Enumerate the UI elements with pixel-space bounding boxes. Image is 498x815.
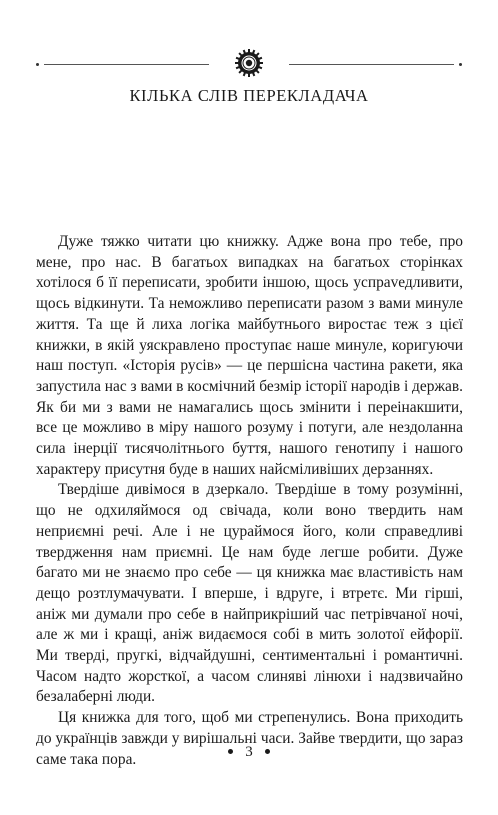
ornament-rule-right bbox=[289, 64, 454, 65]
bullet-icon bbox=[265, 749, 270, 754]
paragraph: Ця книжка для того, щоб ми стрепенулись. Вона приходить до українців завжди у вирішальні часи. Зайве твердити, що зараз саме така пора. bbox=[36, 709, 463, 768]
body-text bbox=[36, 232, 463, 770]
ornament-dot-right bbox=[459, 63, 462, 66]
header-ornament bbox=[36, 48, 462, 78]
page-footer bbox=[0, 744, 498, 761]
ornament-dot-left bbox=[36, 63, 39, 66]
ornament-rule-left bbox=[44, 64, 209, 65]
gear-ornament-icon bbox=[234, 48, 264, 78]
paragraph: Дуже тяжко читати цю книжку. Адже вона про тебе, про мене, про нас. В багатьох випадках на багатьох сторінках хотілося б її переписати, зробити іншою, щось успраvедливити, щось відкинути. Та неможливо переписати разом з вами минуле життя. Та ще й лиха логіка майбутнього виростає теж з цієї книжки, в якій уяскравлено проступає наше минуле, коригуючи наш поступ. «Історія русів» — це першісна частина ракети, яка запустила нас з вами в космічний безмір історії народів і держав. Як би ми з вами не намагались щось змінити і переінакшити, все це можливо в міру нашого розуму і потуги, але нездоланна сила інерції тисячолітнього буття, нашого генотипу і нашого характеру присутня буде в наших найсміливіших дерзаннях. bbox=[36, 233, 463, 478]
bullet-icon bbox=[228, 749, 233, 754]
chapter-title: КІЛЬКА СЛІВ ПЕРЕКЛАДАЧА bbox=[129, 86, 369, 105]
page-number: 3 bbox=[245, 744, 253, 760]
paragraph: Твердіше дивімося в дзеркало. Твердіше в тому розумінні, що не одхиляймося од свічада, коли воно твердить нам неприємні речі. Але і не цураймося його, коли справедливі твердження нам приємні. Це нам буде легше робити. Дуже багато ми не знаємо про себе — ця книжка має властивість нам дещо розтлумачувати. І вперше, і вдруге, і втретє. Ми гірші, аніж ми думали про себе в найприкріший час петрівчаної ночі, але ж ми і кращі, аніж видаємося собі в мить золотої ейфорії. Ми тверді, пругкі, відчайдушні, сентиментальні і романтичні. Часом надто жорсткої, а часом слиняві лінюхи і надзвичайно безалаберні люди. bbox=[36, 481, 463, 706]
